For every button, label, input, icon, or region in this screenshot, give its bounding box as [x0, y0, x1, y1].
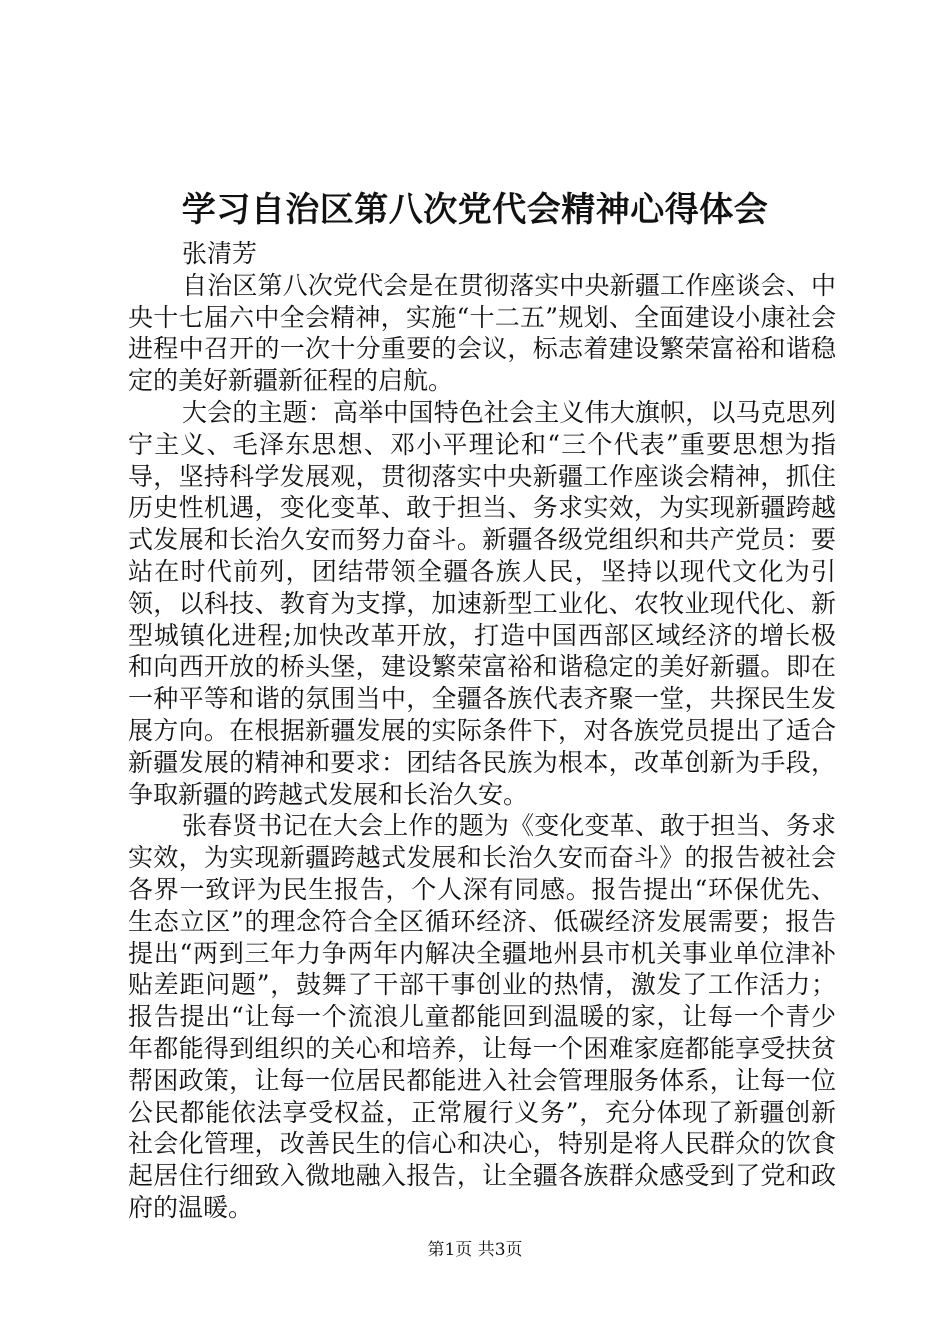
document-body [128, 238, 836, 1224]
author-name: 张清芳 [182, 239, 258, 268]
document-title: 学习自治区第八次党代会精神心得体会 [181, 190, 769, 230]
paragraph-report: 张春贤书记在大会上作的题为《变化变革、敢于担当、务求实效，为实现新疆跨越式发展和长治久安而奋斗》的报告被社会各界一致评为民生报告，个人深有同感。报告提出“环保优先、生态立区”的理念符合全区循环经济、低碳经济发展需要；报告提出“两到三年力争两年内解决全疆地州县市机关事业单位津补贴差距问题”，鼓舞了干部干事创业的热情，激发了工作活力；报告提出“让每一个流浪儿童都能回到温暖的家，让每一个青少年都能得到组织的关心和培养，让每一个困难家庭都能享受扶贫帮困政策，让每一位居民都能进入社会管理服务体系，让每一位公民都能依法享受权益，正常履行义务”，充分体现了新疆创新社会化管理，改善民生的信心和决心，特别是将人民群众的饮食起居住行细致入微地融入报告，让全疆各族群众感受到了党和政府的温暖。 [128, 811, 836, 1222]
paragraph-theme: 大会的主题：高举中国特色社会主义伟大旗帜，以马克思列宁主义、毛泽东思想、邓小平理论和“三个代表”重要思想为指导，坚持科学发展观，贯彻落实中央新疆工作座谈会精神，抓住历史性机遇，变化变革、敢于担当、务求实效，为实现新疆跨越式发展和长治久安而努力奋斗。新疆各级党组织和共产党员：要站在时代前列，团结带领全疆各族人民，坚持以现代文化为引领，以科技、教育为支撑，加速新型工业化、农牧业现代化、新型城镇化进程;加快改革开放，打造中国西部区域经济的增长极和向西开放的桥头堡，建设繁荣富裕和谐稳定的美好新疆。即在一种平等和谐的氛围当中，全疆各族代表齐聚一堂，共探民生发展方向。在根据新疆发展的实际条件下，对各族党员提出了适合新疆发展的精神和要求：团结各民族为根本，改革创新为手段，争取新疆的跨越式发展和长治久安。 [128, 397, 836, 809]
page-number-footer: 第1页 共3页 [427, 1240, 523, 1260]
paragraph-intro: 自治区第八次党代会是在贯彻落实中央新疆工作座谈会、中央十七届六中全会精神，实施“十二五”规划、全面建设小康社会进程中召开的一次十分重要的会议，标志着建设繁荣富裕和谐稳定的美好新疆新征程的启航。 [128, 270, 836, 396]
